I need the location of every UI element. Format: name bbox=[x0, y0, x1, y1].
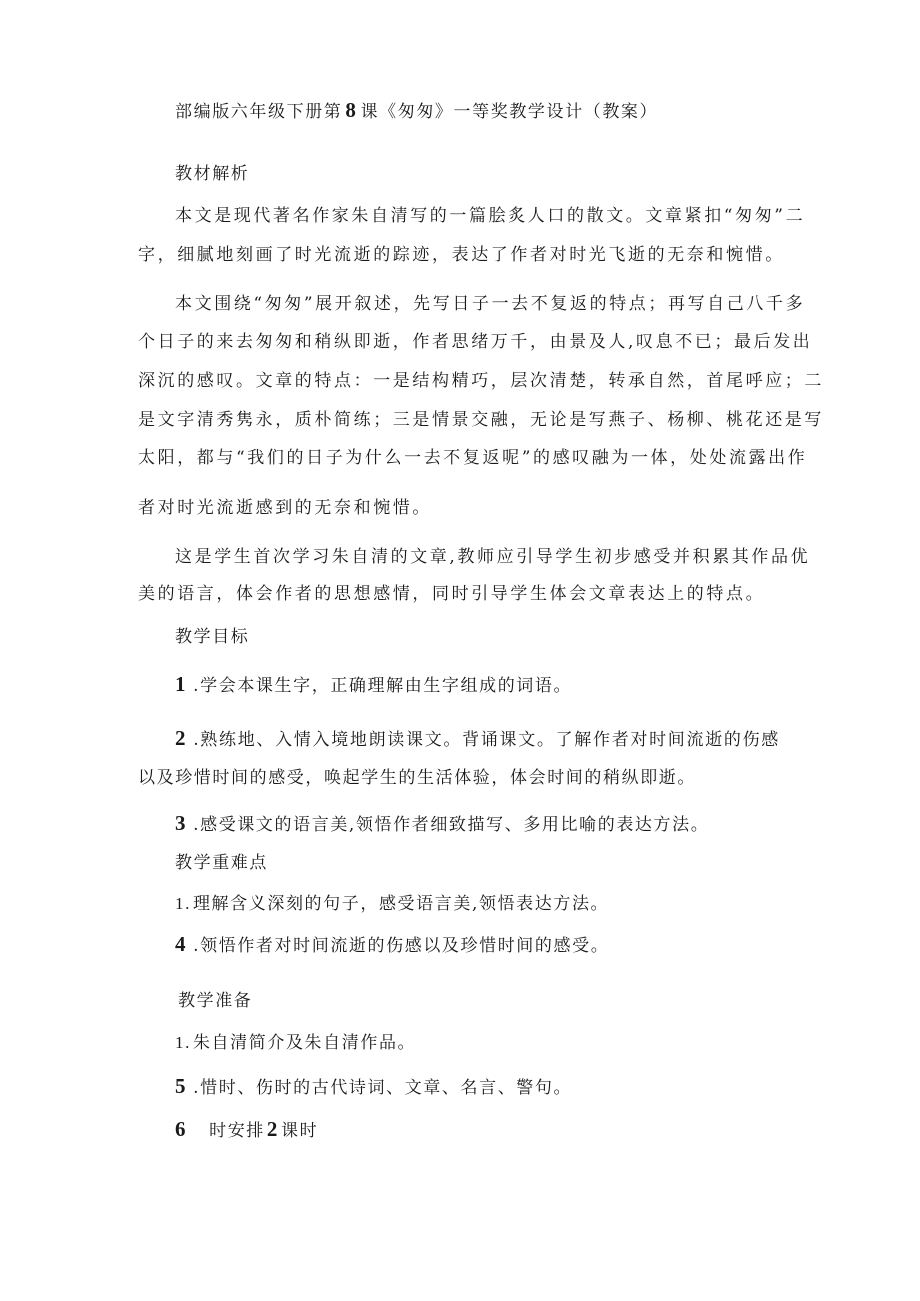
analysis-line: 本文是现代著名作家朱自清写的一篇脍炙人口的散文。文章紧扣“匆匆”二 bbox=[175, 206, 806, 226]
schedule-count: 2 bbox=[266, 1117, 280, 1141]
title-suffix: 课《匆匆》一等奖教学设计（教案） bbox=[360, 102, 659, 122]
key-point-item bbox=[175, 933, 609, 957]
analysis-line: 太阳，都与“我们的日子为什么一去不复返呢”的感叹融为一体，处处流露出作 bbox=[138, 448, 808, 468]
key-point-text: 理解含义深刻的句子，感受语言美,领悟表达方法。 bbox=[192, 894, 610, 914]
preparation-item bbox=[175, 1032, 416, 1054]
goal-item bbox=[175, 727, 780, 751]
preparation-text: 朱自清简介及朱自清作品。 bbox=[192, 1033, 417, 1053]
title-prefix: 部编版六年级下册第 bbox=[175, 102, 343, 122]
analysis-line: 是文字清秀隽永，质朴简练；三是情景交融，无论是写燕子、杨柳、桃花还是写 bbox=[138, 410, 824, 430]
schedule-text-a: 时安排 bbox=[209, 1121, 265, 1141]
preparation-item bbox=[175, 1075, 572, 1099]
goal-number: 3 bbox=[175, 811, 188, 835]
key-point-number: 4 bbox=[175, 932, 188, 956]
goal-text: .熟练地、入情入境地朗读课文。背诵课文。了解作者对时间流逝的伤感 bbox=[193, 730, 781, 750]
schedule-number: 6 bbox=[175, 1117, 188, 1141]
analysis-line: 个日子的来去匆匆和稍纵即逝，作者思绪万千，由景及人,叹息不已；最后发出 bbox=[138, 332, 813, 352]
goal-number: 1 bbox=[175, 672, 188, 696]
goal-item bbox=[175, 673, 572, 697]
section-heading-preparation: 教学准备 bbox=[178, 991, 253, 1011]
goal-continuation: 以及珍惜时间的感受，唤起学生的生活体验，体会时间的稍纵即逝。 bbox=[138, 768, 696, 788]
key-point-text: .领悟作者对时间流逝的伤感以及珍惜时间的感受。 bbox=[193, 936, 610, 956]
analysis-line: 这是学生首次学习朱自清的文章,教师应引导学生初步感受并积累其作品优 bbox=[175, 547, 811, 567]
preparation-number: 5 bbox=[175, 1074, 188, 1098]
goal-item bbox=[175, 812, 709, 836]
section-heading-goals: 教学目标 bbox=[175, 627, 250, 647]
preparation-text: .惜时、伤时的古代诗词、文章、名言、警句。 bbox=[193, 1078, 573, 1098]
schedule-line bbox=[175, 1118, 318, 1142]
section-heading-key-points: 教学重难点 bbox=[175, 853, 268, 873]
goal-text: .感受课文的语言美,领悟作者细致描写、多用比喻的表达方法。 bbox=[193, 815, 710, 835]
section-heading-analysis: 教材解析 bbox=[175, 164, 250, 184]
schedule-text-b: 课时 bbox=[281, 1121, 319, 1141]
lesson-number: 8 bbox=[345, 98, 358, 122]
goal-text: .学会本课生字，正确理解由生字组成的词语。 bbox=[193, 676, 573, 696]
preparation-number: 1. bbox=[175, 1033, 191, 1052]
analysis-line: 深沉的感叹。文章的特点：一是结构精巧，层次清楚，转承自然，首尾呼应；二 bbox=[138, 371, 824, 391]
analysis-line: 美的语言，体会作者的思想感情，同时引导学生体会文章表达上的特点。 bbox=[138, 584, 766, 604]
key-point-number: 1. bbox=[175, 894, 191, 913]
document-title bbox=[175, 99, 658, 123]
analysis-line: 字，细腻地刻画了时光流逝的踪迹，表达了作者对时光飞逝的无奈和惋惜。 bbox=[138, 245, 785, 265]
analysis-line: 者对时光流逝感到的无奈和惋惜。 bbox=[138, 498, 432, 518]
analysis-line: 本文围绕“匆匆”展开叙述，先写日子一去不复返的特点；再写自己八千多 bbox=[175, 294, 806, 314]
key-point-item bbox=[175, 893, 609, 915]
goal-number: 2 bbox=[175, 726, 188, 750]
